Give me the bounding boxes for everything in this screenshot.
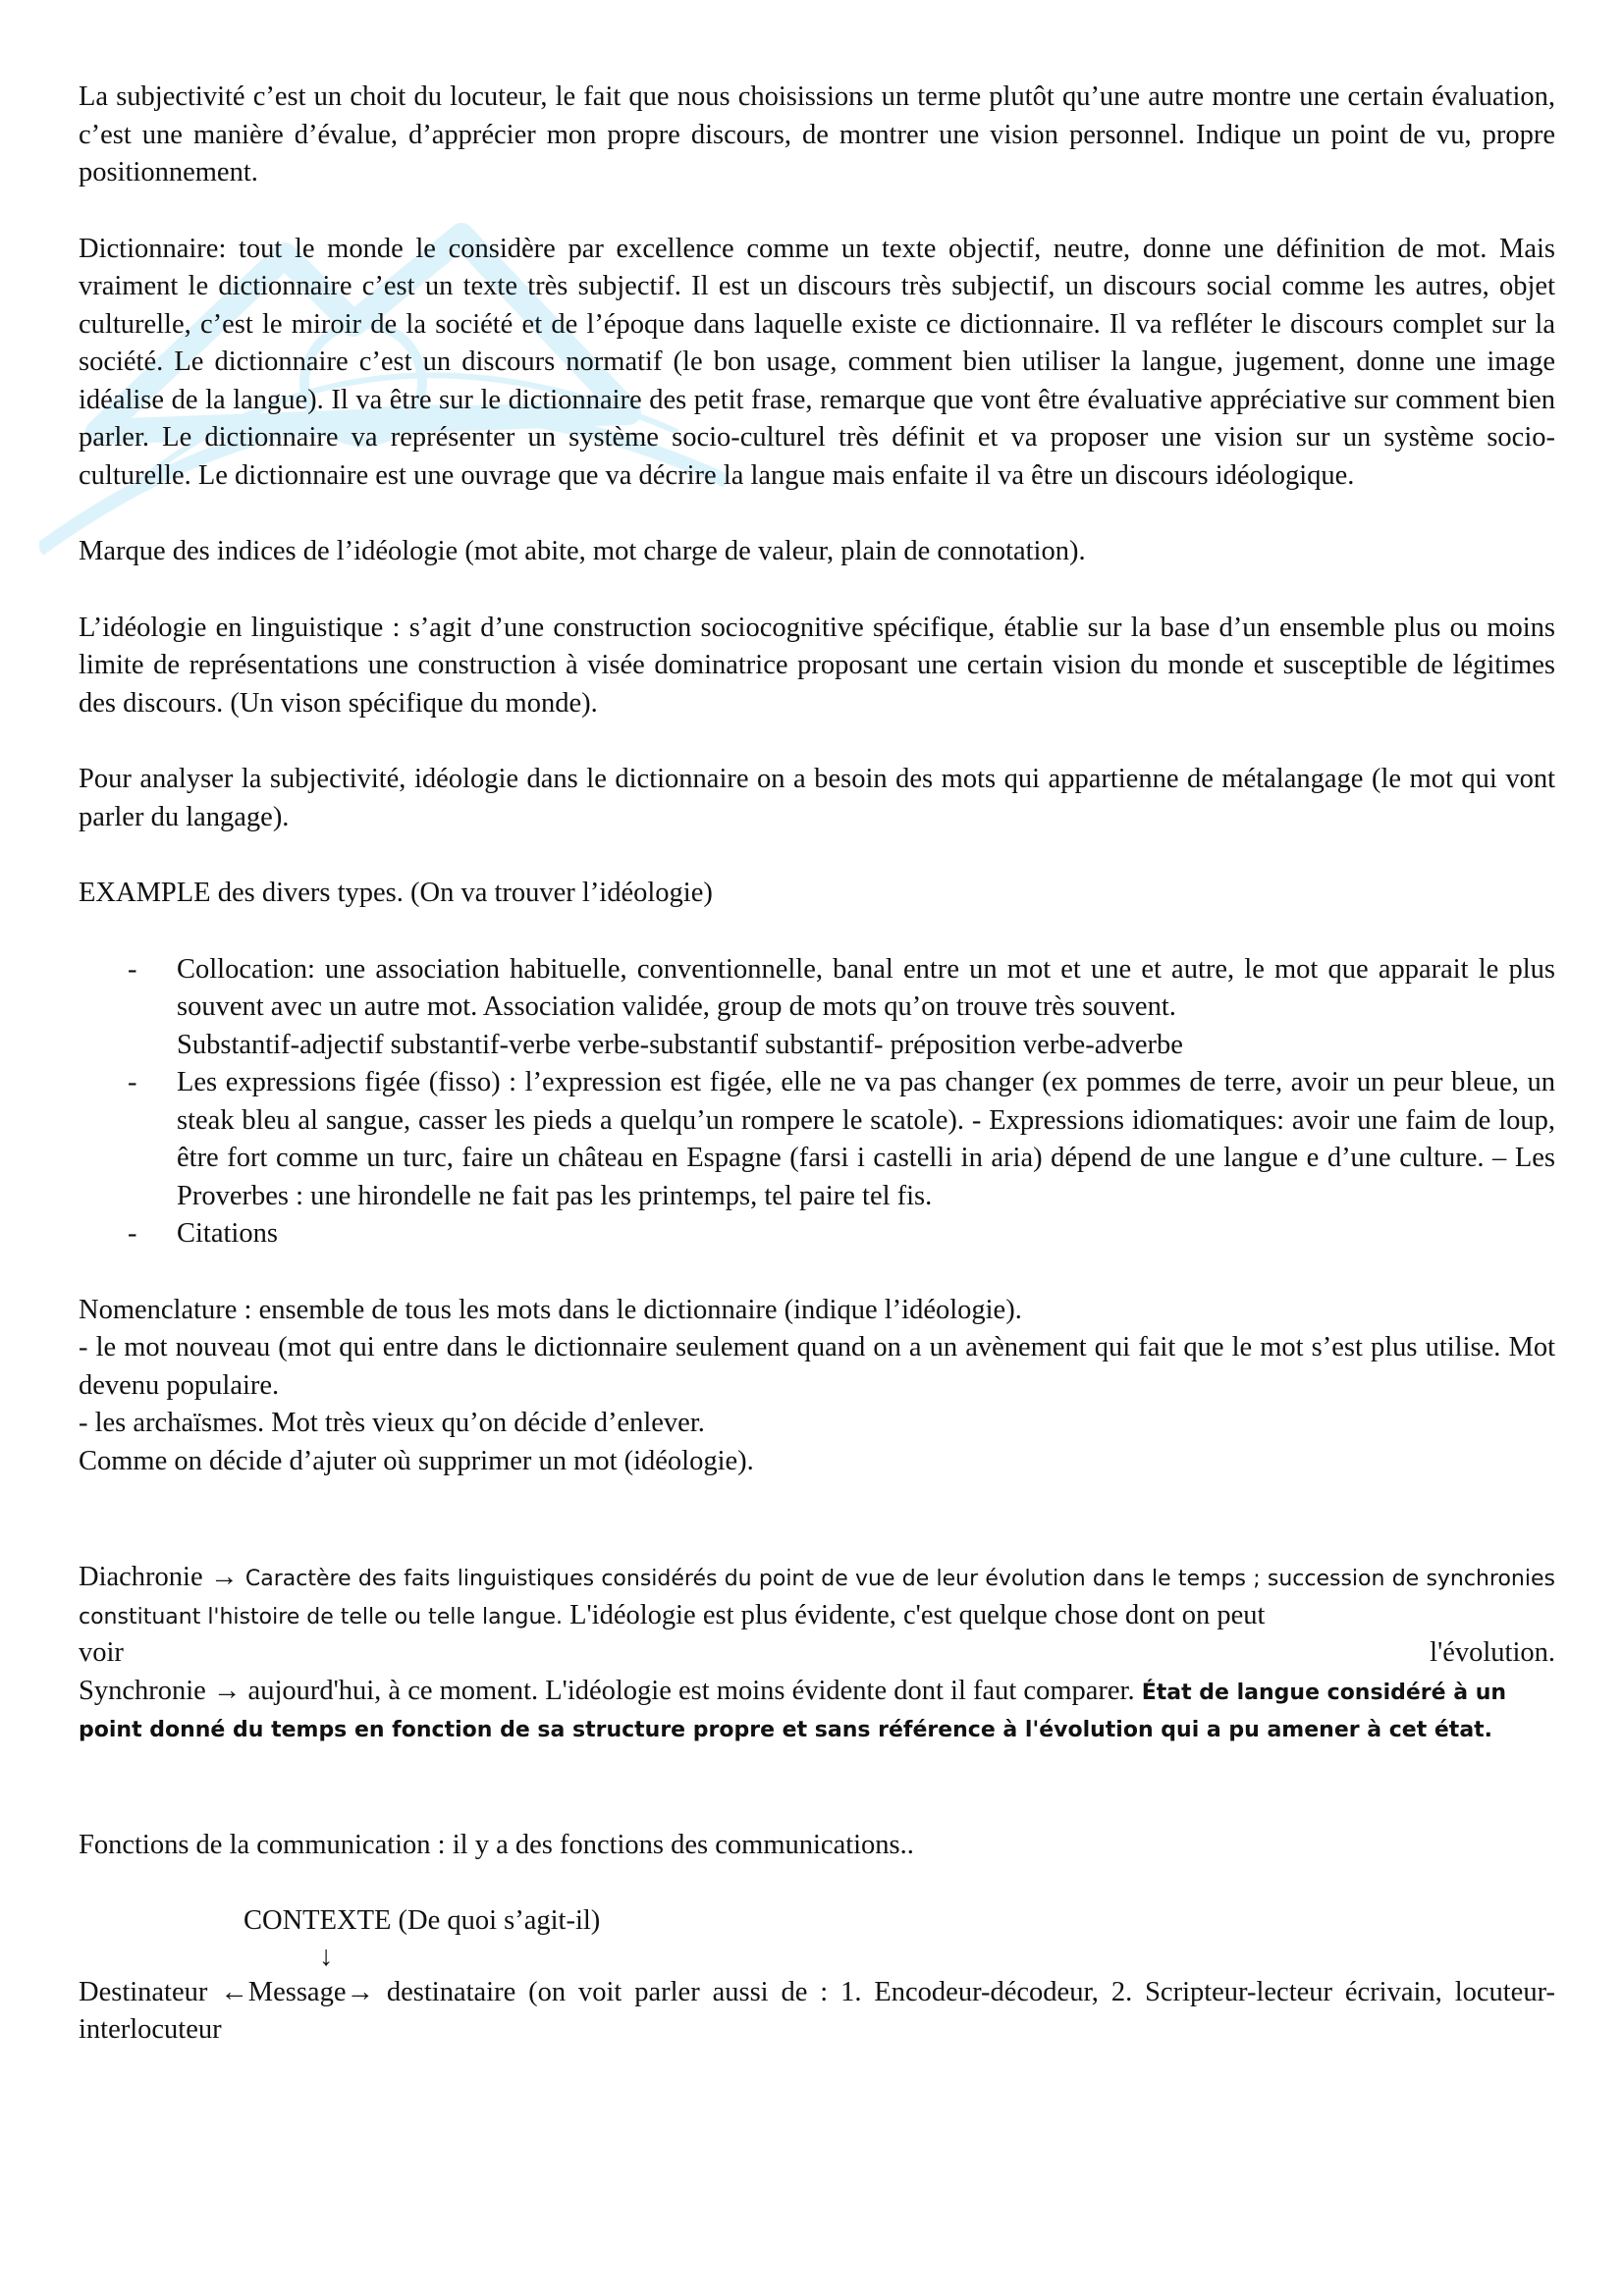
diachronie-last-line xyxy=(79,1634,1555,1673)
citations-text: Citations xyxy=(177,1218,278,1249)
paragraph-marque-indices: Marque des indices de l’idéologie (mot abite, mot charge de valeur, plain de connotation). xyxy=(79,536,1086,566)
diachronie-voir: voir xyxy=(79,1637,124,1668)
collocation-sub-text: Substantif-adjectif substantif-verbe verbe-substantif substantif- préposition verbe-adverbe xyxy=(177,1029,1183,1060)
diachronie-paragraph xyxy=(79,1559,1555,1634)
collocation-text: Collocation: une association habituelle, conventionnelle, banal entre un mot et une et autre, le mot que apparait le plus souvent avec un autre mot. Association validée, group de mots qu’on trouve très souvent. xyxy=(177,953,1555,1022)
synchronie-definition: État de langue considéré à un point donné du temps en fonction de sa structure propre et sans référence à l'évolution qui a pu amener à cet état. xyxy=(79,1680,1507,1742)
list-item-collocation xyxy=(79,951,1555,1065)
nomenclature-line-4: Comme on décide d’ajuter où supprimer un mot (idéologie). xyxy=(79,1445,754,1476)
schema-destinateur: Destinateur ←Message→ destinataire (on voit parler aussi de : 1. Encodeur-décodeur, 2. Scripteur-lecteur écrivain, locuteur- interlocuteur xyxy=(79,1976,1555,2045)
schema-contexte: CONTEXTE (De quoi s’agit-il) xyxy=(243,1905,601,1936)
synchronie-paragraph xyxy=(79,1673,1555,1748)
list-item-citations xyxy=(79,1215,1555,1254)
list-dash: - xyxy=(128,1067,137,1097)
nomenclature-line-3: - les archaïsmes. Mot très vieux qu’on décide d’enlever. xyxy=(79,1408,705,1438)
diachronie-definition: Caractère des faits linguistiques considérés du point de vue de leur évolution dans le temps ; succession de synchronies constituant l'histoire de telle ou telle langue. xyxy=(79,1567,1555,1629)
paragraph-analyser-subjectivite: Pour analyser la subjectivité, idéologie dans le dictionnaire on a besoin des mots qui appartienne de métalangage (le mot qui vont parler du langage). xyxy=(79,764,1555,832)
expressions-text: Les expressions figée (fisso) : l’expression est figée, elle ne va pas changer (ex pommes de terre, avoir un peur bleue, un steak bleu al sangue, casser les pieds a quelqu’un rompere le scatole). - Expressions idiomatiques: avoir une faim de loup, être fort comme un turc, faire un château en Espagne (farsi i castelli in aria) dépend de une langue e d’une culture. – Les Proverbes : une hirondelle ne fait pas les printemps, tel paire tel fis. xyxy=(177,1067,1555,1211)
paragraph-dictionnaire: Dictionnaire: tout le monde le considère par excellence comme un texte objectif, neutre, donne une définition de mot. Mais vraiment le dictionnaire c’est un texte très subjectif. Il est un discours très subjectif, un discours social comme les autres, objet culturelle, c’est le miroir de la société et de l’époque dans laquelle existe ce dictionnaire. Il va refléter le discours complet sur la société. Le dictionnaire c’est un discours normatif (le bon usage, comment bien utiliser la langue, jugement, donne une image idéalise de la langue). Il va être sur le dictionnaire des petit frase, remarque que vont être évaluative appréciative sur comment bien parler. Le dictionnaire va représenter un système socio-culturel très définit et va proposer une vision sur un système socio-culturelle. Le dictionnaire est une ouvrage que va décrire la langue mais enfaite il va être un discours idéologique. xyxy=(79,233,1555,491)
synchronie-text: Synchronie → aujourd'hui, à ce moment. L'idéologie est moins évidente dont il faut comparer. xyxy=(79,1675,1135,1706)
list-dash: - xyxy=(128,1218,137,1249)
diachronie-label: Diachronie → xyxy=(79,1562,239,1592)
types-list xyxy=(79,951,1555,1254)
diachronie-comment: L'idéologie est plus évidente, c'est quelque chose dont on peut xyxy=(569,1599,1266,1630)
fonctions-communication: Fonctions de la communication : il y a des fonctions des communications.. xyxy=(79,1829,914,1860)
paragraph-subjectivite: La subjectivité c’est un choit du locuteur, le fait que nous choisissions un terme plutôt qu’une autre montre une certain évaluation, c’est une manière d’évalue, d’apprécier mon propre discours, de montrer une vision personnel. Indique un point de vu, propre positionnement. xyxy=(79,81,1555,187)
list-item-expressions xyxy=(79,1064,1555,1215)
nomenclature-line-1: Nomenclature : ensemble de tous les mots dans le dictionnaire (indique l’idéologie). xyxy=(79,1294,1022,1325)
diachronie-evolution: l'évolution. xyxy=(1430,1637,1555,1668)
document-page xyxy=(79,79,1555,2050)
nomenclature-line-2: - le mot nouveau (mot qui entre dans le dictionnaire seulement quand on a un avènement qui fait que le mot s’est plus utilise. Mot devenu populaire. xyxy=(79,1332,1555,1401)
arrow-down-icon: ↓ xyxy=(319,1941,334,1972)
paragraph-example: EXAMPLE des divers types. (On va trouver l’idéologie) xyxy=(79,878,713,908)
paragraph-ideologie-linguistique: L’idéologie en linguistique : s’agit d’une construction sociocognitive spécifique, établie sur la base d’un ensemble plus ou moins limite de représentations une construction à visée dominatrice proposant une certain vision du monde et susceptible de légitimes des discours. (Un vison spécifique du monde). xyxy=(79,612,1555,719)
list-dash: - xyxy=(128,953,137,985)
